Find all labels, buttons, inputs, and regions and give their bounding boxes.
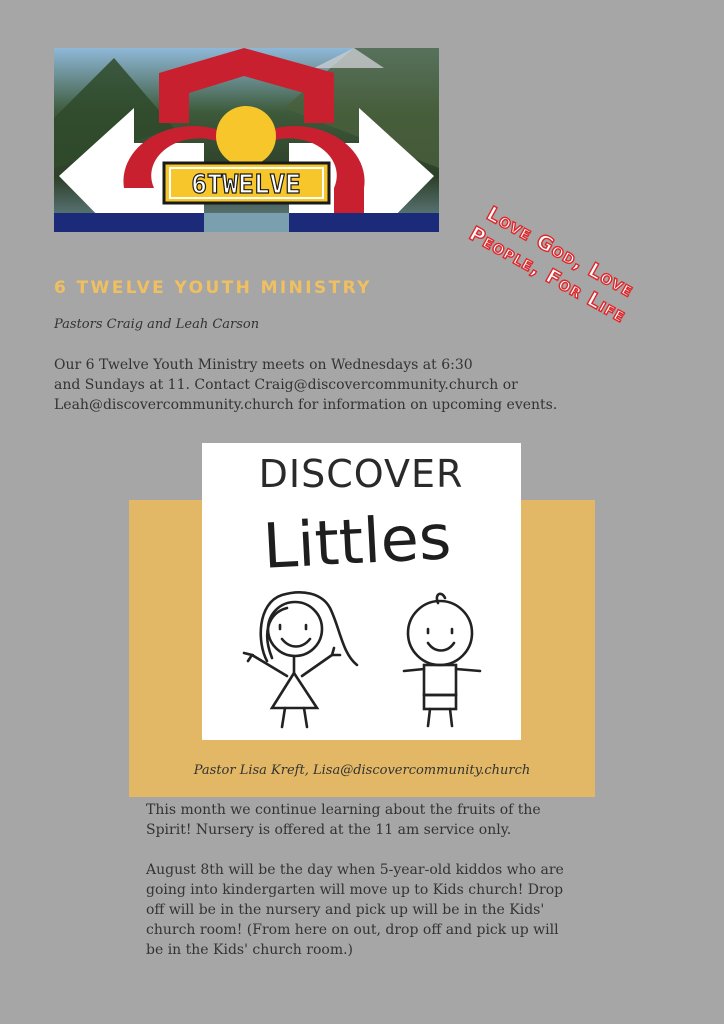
youth-ministry-heading: 6 TWELVE YOUTH MINISTRY xyxy=(54,278,372,298)
littles-logo-line1: DISCOVER xyxy=(258,452,464,496)
littles-paragraph: August 8th will be the day when 5-year-old kiddos who are going into kindergarten will move up to Kids church! Drop off will be in the nursery and pick up will be in the Kids' church room! (From here on out, drop off and pick up will be in the Kids' church room.) xyxy=(146,862,564,958)
discover-littles-logo xyxy=(202,443,521,740)
littles-logo-line2: Littles xyxy=(261,500,453,583)
youth-description-line: Leah@discovercommunity.church for information on upcoming events. xyxy=(54,397,558,413)
girl-figure-icon xyxy=(244,592,357,727)
youth-description xyxy=(54,355,614,415)
tagline: Love God, Love People, For Life xyxy=(465,201,639,328)
littles-pastor: Pastor Lisa Kreft, Lisa@discovercommunity.church xyxy=(193,763,531,778)
six-twelve-logo-text: 6TWELVE xyxy=(191,170,301,200)
littles-description xyxy=(146,800,578,960)
littles-paragraph: This month we continue learning about the fruits of the Spirit! Nursery is offered at the 11 am service only. xyxy=(146,802,541,838)
youth-description-line: Our 6 Twelve Youth Ministry meets on Wednesdays at 6:30 xyxy=(54,357,473,373)
boy-figure-icon xyxy=(404,594,480,726)
youth-description-line: and Sundays at 11. Contact Craig@discovercommunity.church or xyxy=(54,377,518,393)
youth-pastors: Pastors Craig and Leah Carson xyxy=(54,317,260,332)
six-twelve-logo-graphic xyxy=(54,48,439,232)
discover-littles-graphic xyxy=(202,443,521,740)
six-twelve-logo xyxy=(54,48,439,232)
